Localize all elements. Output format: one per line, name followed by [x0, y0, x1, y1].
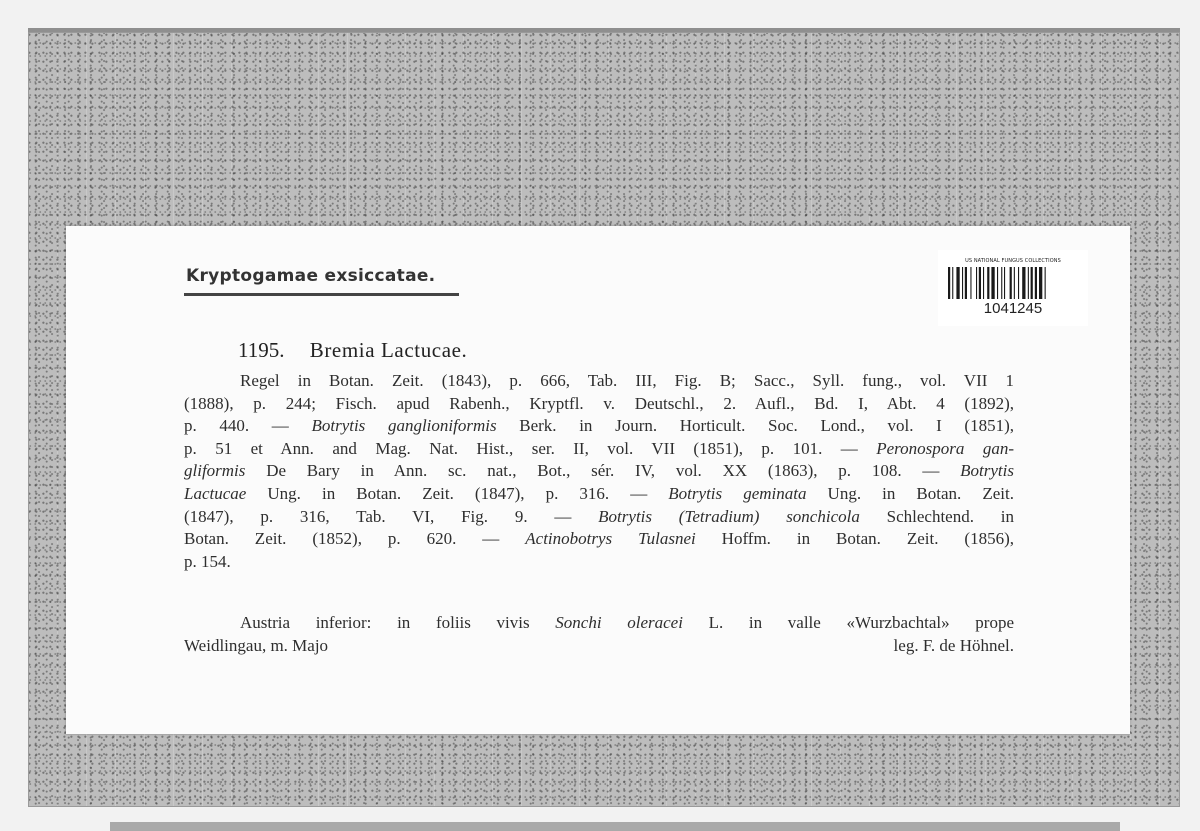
barcode-bar	[1018, 267, 1019, 299]
taxon-name: Actinobotrys Tulasnei	[525, 529, 696, 549]
barcode-bar	[983, 267, 984, 299]
barcode-number: 1041245	[983, 300, 1043, 317]
locality-text: Austria inferior: in foliis vivis	[240, 613, 556, 632]
barcode-bar	[991, 267, 994, 299]
citation-text: p. 51 et Ann. and Mag. Nat. Hist., ser. II, vol. VII (1851), p. 101. —	[184, 438, 877, 458]
barcode-bar	[1028, 267, 1029, 299]
synonymy-line	[184, 438, 1014, 461]
barcode-bar	[976, 267, 977, 299]
taxon-name: Botrytis (Tetradium) sonchicola	[598, 506, 860, 526]
barcode-bar	[1022, 267, 1025, 299]
barcode-bar	[1035, 267, 1037, 299]
barcode-bar	[1014, 267, 1015, 299]
barcode-bar	[970, 267, 971, 299]
specimen-name: Bremia Lactucae.	[309, 338, 468, 362]
barcode-bar	[997, 267, 998, 299]
barcode-bar	[962, 267, 963, 299]
barcode-bar	[1039, 267, 1042, 299]
barcode-header: US NATIONAL FUNGUS COLLECTIONS	[965, 258, 1061, 264]
barcode-icon	[948, 267, 1078, 299]
barcode-bar	[965, 267, 967, 299]
locality-text-2: L. in valle «Wurzbachtal» prope	[682, 613, 1015, 632]
citation-text: (1888), p. 244; Fisch. apud Rabenh., Kryptfl. v. Deutschl., 2. Aufl., Bd. I, Abt. 4 (1892),	[184, 393, 1014, 413]
citation-text: p. 154.	[184, 551, 231, 571]
locality-line-2	[184, 635, 1014, 658]
host-name: Sonchi oleracei	[555, 613, 683, 632]
taxon-name: Botrytis	[960, 461, 1014, 481]
series-title: Kryptogamae exsiccatae.	[186, 266, 436, 286]
series-title-underline	[184, 293, 459, 296]
barcode-bar	[1045, 267, 1046, 299]
taxon-name: Botrytis geminata	[668, 483, 807, 503]
barcode-bar	[979, 267, 981, 299]
citation-text: De Bary in Ann. sc. nat., Bot., sér. IV, vol. XX (1863), p. 108. —	[245, 461, 961, 481]
taxon-name: Peronospora gan-	[876, 438, 1014, 458]
taxon-name: Botrytis ganglioniformis	[311, 416, 497, 436]
barcode-bar	[1001, 267, 1002, 299]
next-sheet-edge	[110, 822, 1120, 831]
synonymy-text	[184, 370, 1014, 573]
collector: leg. F. de Höhnel.	[893, 635, 1014, 655]
barcode-bar	[987, 267, 989, 299]
specimen-title	[238, 338, 467, 363]
citation-text: Ung. in Botan. Zeit. (1847), p. 316. —	[246, 483, 669, 503]
locality-place: Weidlingau, m. Majo	[184, 635, 329, 655]
barcode-bar	[1031, 267, 1033, 299]
taxon-name: gliformis	[184, 461, 246, 481]
citation-text: Botan. Zeit. (1852), p. 620. —	[184, 529, 526, 549]
citation-text: Regel in Botan. Zeit. (1843), p. 666, Tab. III, Fig. B; Sacc., Syll. fung., vol. VII 1	[240, 371, 1014, 390]
specimen-number: 1195.	[238, 338, 285, 362]
synonymy-line	[184, 415, 1014, 438]
synonymy-line	[184, 393, 1014, 416]
synonymy-line	[184, 506, 1014, 529]
barcode-sticker	[938, 250, 1088, 326]
taxon-name: Lactucae	[184, 483, 247, 503]
synonymy-line	[184, 460, 1014, 483]
synonymy-line	[184, 370, 1014, 393]
locality-line-1	[184, 612, 1014, 635]
barcode-bar	[1010, 267, 1012, 299]
citation-text: p. 440. —	[184, 416, 312, 436]
citation-text: Schlechtend. in	[859, 506, 1014, 526]
citation-text: Hoffm. in Botan. Zeit. (1856),	[695, 529, 1015, 549]
citation-text: Ung. in Botan. Zeit.	[806, 483, 1014, 503]
synonymy-line	[184, 528, 1014, 551]
synonymy-line	[184, 483, 1014, 506]
barcode-bar	[948, 267, 950, 299]
specimen-label	[66, 226, 1130, 734]
synonymy-line	[184, 551, 1014, 574]
citation-text: (1847), p. 316, Tab. VI, Fig. 9. —	[184, 506, 599, 526]
barcode-bar	[956, 267, 959, 299]
barcode-bar	[1004, 267, 1005, 299]
locality-block	[184, 612, 1014, 657]
barcode-bar	[952, 267, 953, 299]
citation-text: Berk. in Journ. Horticult. Soc. Lond., vol. I (1851),	[496, 416, 1015, 436]
